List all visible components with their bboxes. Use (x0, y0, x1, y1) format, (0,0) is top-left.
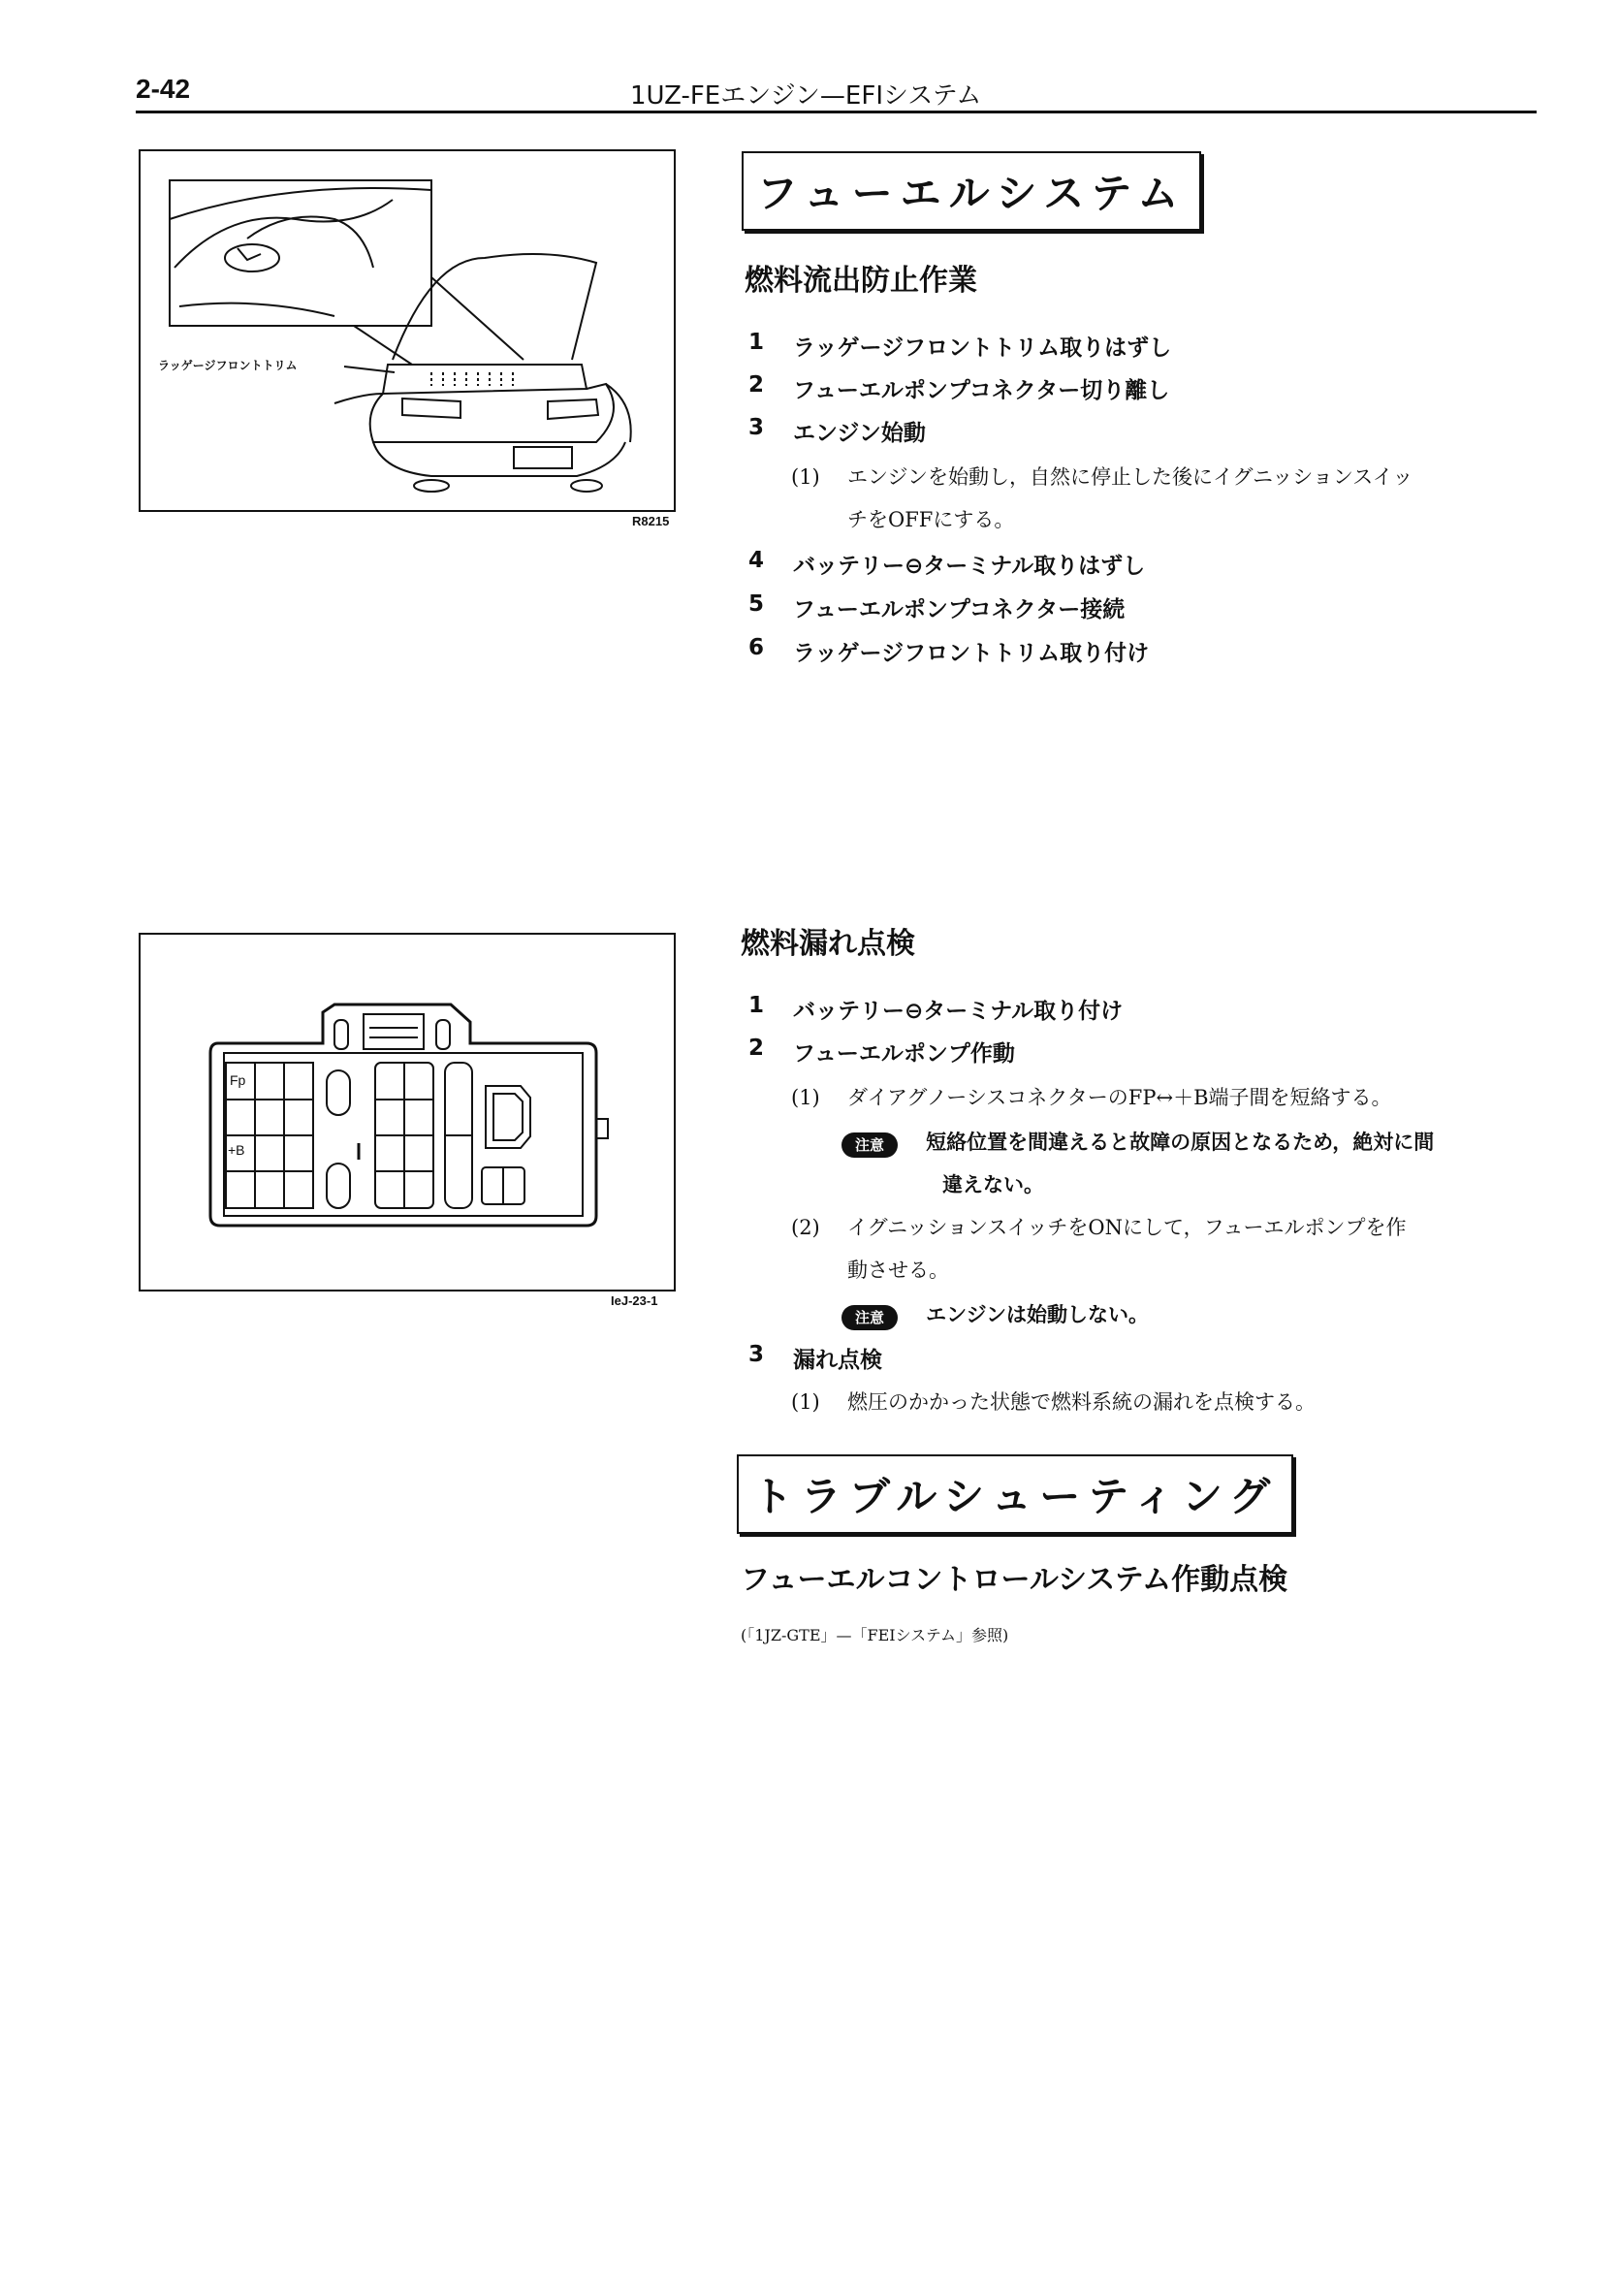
figure-diagnosis-connector (139, 933, 676, 1292)
step-2-disconnect-connector (748, 372, 1169, 404)
connector-diagram (141, 935, 674, 1290)
substep-text-line2: 動させる。 (847, 1259, 949, 1282)
step-4-remove-terminal (748, 548, 1145, 580)
reference-note: (「1JZ-GTE」—「FEIシステム」参照) (741, 1626, 1009, 1644)
substep-text-line1: エンジンを始動し，自然に停止した後にイグニッションスイッ (847, 465, 1413, 489)
step-5-connect-connector (748, 591, 1125, 623)
substep-text: 燃圧のかかった状態で燃料系統の漏れを点検する。 (847, 1390, 1316, 1414)
step-3-start-engine (748, 415, 926, 447)
callout-luggage-front-trim: ラッゲージフロントトリム (158, 359, 298, 372)
subheading-fuel-leak-check: 燃料漏れ点検 (741, 927, 915, 961)
step-number: 2 (748, 1036, 765, 1061)
step-number: 4 (748, 548, 765, 573)
step-number: 1 (748, 993, 765, 1018)
step-number: 2 (748, 372, 765, 398)
leak-step-1 (748, 993, 1123, 1025)
step-text: フューエルポンプコネクター切り離し (793, 378, 1170, 403)
terminal-label-fp: Fp (230, 1072, 246, 1088)
step-text: ラッゲージフロントトリム取り付け (793, 641, 1150, 666)
figure-code-iej-23-1: IeJ-23-1 (611, 1293, 658, 1308)
substep-text: ダイアグノーシスコネクターのFP↔＋B端子間を短絡する。 (847, 1086, 1392, 1109)
caution-badge: 注意 (841, 1132, 898, 1158)
step-number: 6 (748, 635, 765, 660)
leak-step-3-substep-1 (791, 1381, 1316, 1423)
caution-note-2 (841, 1293, 1149, 1336)
step-number: 3 (748, 415, 765, 440)
substep-number: (1) (791, 465, 820, 489)
figure-luggage-trim (139, 149, 676, 512)
section-title-fuel-system: フューエルシステム (742, 151, 1201, 231)
substep-text-line1: イグニッションスイッチをONにして，フューエルポンプを作 (847, 1216, 1407, 1239)
terminal-label-plus-b: +B (228, 1142, 245, 1158)
page-number: 2-42 (136, 74, 191, 104)
step-text: エンジン始動 (793, 421, 926, 446)
step-3-substep-1 (791, 456, 1413, 541)
step-text: バッテリー⊖ターミナル取りはずし (793, 554, 1146, 579)
step-text: フューエルポンプコネクター接続 (793, 597, 1126, 622)
running-title: 1UZ-FEエンジン—EFIシステム (630, 81, 982, 111)
subheading-fuel-control-check: フューエルコントロールシステム作動点検 (741, 1563, 1288, 1597)
caution-text: エンジンは始動しない。 (926, 1303, 1150, 1326)
caution-text-line1: 短絡位置を間違えると故障の原因となるため，絶対に間 (926, 1131, 1435, 1154)
step-number: 5 (748, 591, 765, 617)
step-text: 漏れ点検 (793, 1348, 882, 1373)
header-rule (136, 111, 1537, 113)
subheading-fuel-spill-prevention: 燃料流出防止作業 (745, 264, 977, 298)
step-text: ラッゲージフロントトリム取りはずし (793, 335, 1172, 361)
step-number: 3 (748, 1342, 765, 1367)
caution-text-line2: 違えない。 (942, 1173, 1044, 1196)
substep-text-line2: チをOFFにする。 (847, 508, 1015, 531)
leak-step-2 (748, 1036, 1015, 1068)
step-6-install-trim (748, 635, 1149, 667)
substep-number: (2) (791, 1216, 820, 1239)
car-trunk-illustration (141, 151, 674, 510)
step-text: フューエルポンプ作動 (793, 1041, 1015, 1067)
section-title-troubleshooting: トラブルシューティング (737, 1454, 1293, 1534)
step-text: バッテリー⊖ターミナル取り付け (793, 999, 1124, 1024)
figure-code-r8215: R8215 (632, 514, 670, 528)
step-number: 1 (748, 330, 765, 355)
substep-number: (1) (791, 1086, 820, 1109)
step-1-remove-trim (748, 330, 1171, 362)
caution-badge: 注意 (841, 1305, 898, 1330)
substep-number: (1) (791, 1390, 820, 1414)
leak-step-2-substep-1 (791, 1076, 1392, 1119)
leak-step-2-substep-2 (791, 1206, 1407, 1292)
leak-step-3 (748, 1342, 882, 1374)
caution-note-1 (841, 1121, 1434, 1164)
